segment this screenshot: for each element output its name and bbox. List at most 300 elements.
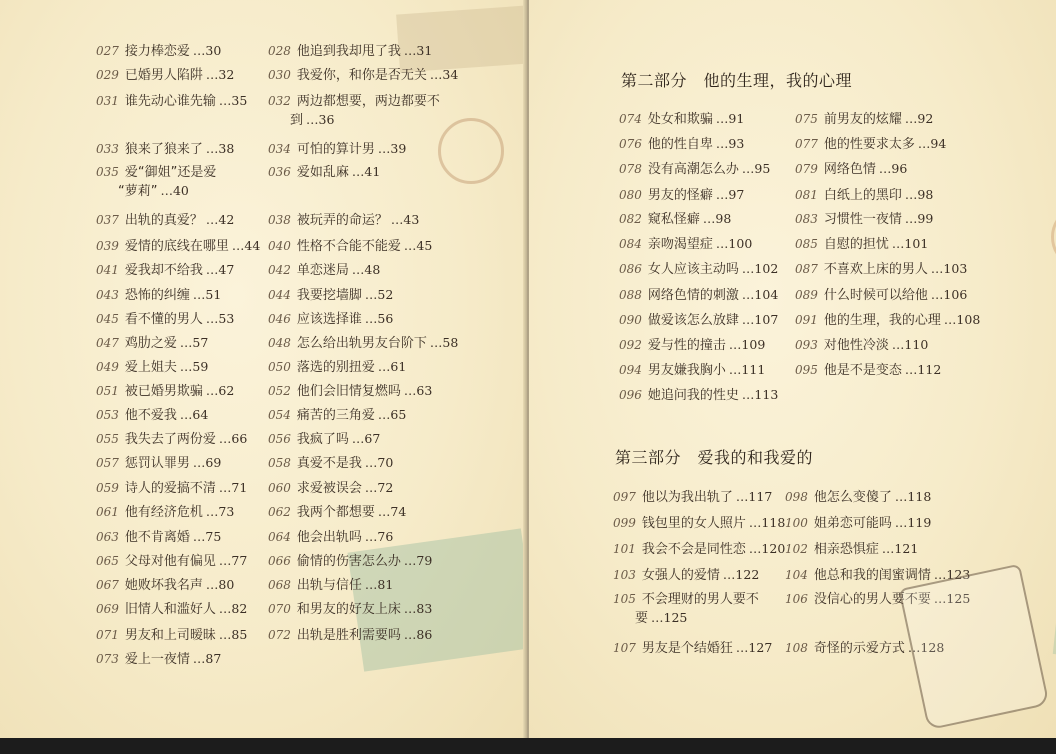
entry-title: 男友嫌我胸小 bbox=[647, 363, 726, 378]
entry-title: 钱包里的女人照片 bbox=[641, 516, 746, 531]
toc-entry bbox=[268, 430, 380, 449]
toc-entry bbox=[613, 514, 785, 533]
toc-entry bbox=[619, 260, 778, 279]
toc-entry bbox=[619, 135, 744, 154]
entry-title: 爱我却不给我 bbox=[124, 263, 203, 278]
toc-entry bbox=[268, 66, 458, 85]
entry-title: 前男友的炫耀 bbox=[823, 112, 902, 127]
entry-page: …64 bbox=[179, 407, 209, 422]
entry-title: 出轨是胜利需要吗 bbox=[296, 628, 401, 643]
entry-title: 旧情人和滥好人 bbox=[124, 602, 216, 617]
entry-number: 049 bbox=[96, 360, 119, 374]
entry-page: …106 bbox=[930, 287, 968, 302]
entry-title: 怎么给出轨男友台阶下 bbox=[296, 336, 427, 351]
entry-page: …118 bbox=[894, 489, 932, 504]
entry-page: …48 bbox=[351, 262, 381, 277]
entry-page: …30 bbox=[192, 43, 222, 58]
entry-title: 谁先动心谁先输 bbox=[124, 94, 216, 109]
entry-number: 093 bbox=[795, 338, 818, 352]
toc-entry bbox=[613, 590, 759, 628]
entry-page: …80 bbox=[205, 577, 235, 592]
toc-entry bbox=[96, 92, 247, 111]
entry-page: …125 bbox=[651, 610, 688, 625]
toc-entry bbox=[619, 336, 765, 355]
entry-title: 什么时候可以给他 bbox=[823, 288, 928, 303]
entry-page: …57 bbox=[179, 335, 209, 350]
entry-page: …73 bbox=[205, 504, 235, 519]
entry-title: 我会不会是同性恋 bbox=[641, 542, 746, 557]
entry-page: …45 bbox=[403, 238, 433, 253]
entry-title: 两边都想要，两边都要不 bbox=[296, 94, 440, 109]
toc-entry bbox=[96, 479, 247, 498]
entry-number: 094 bbox=[619, 363, 642, 377]
entry-page: …98 bbox=[904, 187, 934, 202]
toc-entry bbox=[268, 576, 393, 595]
entry-title: 网络色情的刺激 bbox=[647, 288, 739, 303]
toc-entry bbox=[268, 600, 432, 619]
entry-number: 027 bbox=[96, 44, 119, 58]
entry-page: …51 bbox=[192, 287, 222, 302]
toc-entry bbox=[268, 358, 406, 377]
toc-entry bbox=[613, 540, 785, 559]
entry-title: 相亲恐惧症 bbox=[813, 542, 879, 557]
entry-number: 090 bbox=[619, 313, 642, 327]
toc-entry bbox=[785, 488, 931, 507]
toc-entry bbox=[619, 210, 731, 229]
toc-entry bbox=[795, 235, 928, 254]
entry-number: 085 bbox=[795, 237, 818, 251]
entry-number: 032 bbox=[268, 94, 291, 108]
entry-number: 087 bbox=[795, 262, 818, 276]
entry-number: 078 bbox=[619, 162, 642, 176]
entry-page: …36 bbox=[306, 112, 335, 127]
entry-title: 不会理财的男人要不 bbox=[641, 592, 759, 607]
entry-page: …96 bbox=[878, 161, 908, 176]
toc-entry bbox=[268, 261, 380, 280]
entry-number: 107 bbox=[613, 641, 636, 655]
entry-number: 076 bbox=[619, 137, 642, 151]
toc-entry bbox=[795, 135, 946, 154]
entry-number: 080 bbox=[619, 188, 642, 202]
entry-page: …91 bbox=[715, 111, 745, 126]
entry-title: 真爱不是我 bbox=[296, 456, 362, 471]
entry-number: 046 bbox=[268, 312, 291, 326]
entry-title: 姐弟恋可能吗 bbox=[813, 516, 892, 531]
entry-number: 040 bbox=[268, 239, 291, 253]
entry-title: 鸡肋之爱 bbox=[124, 336, 177, 351]
entry-page: …39 bbox=[377, 141, 407, 156]
entry-page: …104 bbox=[741, 287, 779, 302]
entry-page: …75 bbox=[192, 529, 222, 544]
entry-page: …56 bbox=[364, 311, 394, 326]
entry-title: 求爱被误会 bbox=[296, 481, 362, 496]
entry-title: 没有高潮怎么办 bbox=[647, 162, 739, 177]
entry-title: 他的性要求太多 bbox=[823, 137, 915, 152]
entry-title: 男友和上司暧昧 bbox=[124, 628, 216, 643]
toc-entry bbox=[268, 163, 380, 182]
entry-number: 089 bbox=[795, 288, 818, 302]
toc-entry bbox=[96, 626, 247, 645]
toc-entry bbox=[96, 528, 221, 547]
entry-title: 可怕的算计男 bbox=[296, 142, 375, 157]
entry-number: 086 bbox=[619, 262, 642, 276]
entry-title: 和男友的好友上床 bbox=[296, 602, 401, 617]
entry-number: 052 bbox=[268, 384, 291, 398]
entry-title: 对他性冷淡 bbox=[823, 338, 889, 353]
toc-entry bbox=[268, 382, 432, 401]
entry-title: 他们会旧情复燃吗 bbox=[296, 384, 401, 399]
entry-title: 他不爱我 bbox=[124, 408, 177, 423]
entry-number: 106 bbox=[785, 592, 808, 606]
entry-number: 036 bbox=[268, 165, 291, 179]
toc-entry bbox=[96, 286, 221, 305]
entry-number: 051 bbox=[96, 384, 119, 398]
toc-entry bbox=[268, 286, 393, 305]
entry-number: 039 bbox=[96, 239, 119, 253]
toc-entry bbox=[268, 552, 432, 571]
entry-page: …123 bbox=[933, 567, 971, 582]
entry-number: 059 bbox=[96, 481, 119, 495]
entry-title: 他是不是变态 bbox=[823, 363, 902, 378]
entry-title: 处女和欺骗 bbox=[647, 112, 713, 127]
toc-entry bbox=[619, 311, 778, 330]
entry-number: 062 bbox=[268, 505, 291, 519]
entry-number: 088 bbox=[619, 288, 642, 302]
entry-title: 狼来了狼来了 bbox=[124, 142, 203, 157]
entry-title: 爱“御姐”还是爱 bbox=[124, 165, 217, 180]
entry-title: 没信心的男人要不要 bbox=[813, 592, 931, 607]
entry-title: 我爱你，和你是否无关 bbox=[296, 68, 427, 83]
toc-entry bbox=[619, 160, 770, 179]
toc-entry bbox=[795, 186, 933, 205]
toc-entry bbox=[268, 528, 393, 547]
entry-number: 092 bbox=[619, 338, 642, 352]
entry-page: …125 bbox=[933, 591, 971, 606]
entry-number: 057 bbox=[96, 456, 119, 470]
entry-number: 060 bbox=[268, 481, 291, 495]
entry-page: …118 bbox=[748, 515, 786, 530]
entry-title: 诗人的爱搞不清 bbox=[124, 481, 216, 496]
entry-number: 028 bbox=[268, 44, 291, 58]
entry-page: …110 bbox=[891, 337, 929, 352]
entry-page: …81 bbox=[364, 577, 394, 592]
entry-number: 034 bbox=[268, 142, 291, 156]
entry-number: 104 bbox=[785, 568, 808, 582]
entry-page: …87 bbox=[192, 651, 222, 666]
entry-page: …77 bbox=[218, 553, 248, 568]
entry-page: …66 bbox=[218, 431, 248, 446]
entry-number: 064 bbox=[268, 530, 291, 544]
entry-title: 他总和我的闺蜜调情 bbox=[813, 568, 931, 583]
entry-page: …62 bbox=[205, 383, 235, 398]
entry-title: 出轨的真爱？ bbox=[124, 213, 203, 228]
scan-edge bbox=[0, 738, 1056, 754]
toc-entry bbox=[795, 110, 933, 129]
toc-entry bbox=[795, 286, 967, 305]
entry-page: …113 bbox=[741, 387, 779, 402]
entry-number: 068 bbox=[268, 578, 291, 592]
entry-page: …67 bbox=[351, 431, 381, 446]
entry-title: 偷情的伤害怎么办 bbox=[296, 554, 401, 569]
toc-entry bbox=[795, 260, 967, 279]
entry-page: …58 bbox=[429, 335, 459, 350]
entry-number: 084 bbox=[619, 237, 642, 251]
entry-page: …94 bbox=[917, 136, 947, 151]
entry-page: …31 bbox=[403, 43, 433, 58]
entry-page: …38 bbox=[205, 141, 235, 156]
entry-number: 071 bbox=[96, 628, 119, 642]
entry-number: 041 bbox=[96, 263, 119, 277]
entry-number: 054 bbox=[268, 408, 291, 422]
entry-number: 101 bbox=[613, 542, 636, 556]
entry-number: 108 bbox=[785, 641, 808, 655]
toc-entry bbox=[96, 140, 234, 159]
toc-entry bbox=[96, 261, 234, 280]
toc-entry bbox=[96, 310, 234, 329]
toc-entry bbox=[785, 540, 918, 559]
entry-page: …86 bbox=[403, 627, 433, 642]
entry-number: 075 bbox=[795, 112, 818, 126]
entry-title: 网络色情 bbox=[823, 162, 876, 177]
entry-page: …122 bbox=[722, 567, 760, 582]
entry-title: 落选的别扭爱 bbox=[296, 360, 375, 375]
entry-page: …65 bbox=[377, 407, 407, 422]
entry-page: …41 bbox=[351, 164, 381, 179]
entry-page: …111 bbox=[728, 362, 766, 377]
entry-page: …42 bbox=[205, 212, 235, 227]
entry-page: …112 bbox=[904, 362, 942, 377]
entry-title: 我失去了两份爱 bbox=[124, 432, 216, 447]
entry-title: 爱上一夜情 bbox=[124, 652, 190, 667]
entry-title: 窥私怪癖 bbox=[647, 212, 700, 227]
entry-page: …69 bbox=[192, 455, 222, 470]
entry-number: 029 bbox=[96, 68, 119, 82]
entry-title-continued: “萝莉” bbox=[118, 184, 158, 199]
entry-title: 他怎么变傻了 bbox=[813, 490, 892, 505]
entry-page: …72 bbox=[364, 480, 394, 495]
entry-number: 102 bbox=[785, 542, 808, 556]
toc-entry bbox=[268, 503, 406, 522]
entry-title: 被已婚男欺骗 bbox=[124, 384, 203, 399]
entry-number: 030 bbox=[268, 68, 291, 82]
toc-entry bbox=[795, 361, 941, 380]
entry-title: 习惯性一夜情 bbox=[823, 212, 902, 227]
entry-number: 079 bbox=[795, 162, 818, 176]
entry-number: 033 bbox=[96, 142, 119, 156]
toc-entry bbox=[268, 334, 458, 353]
entry-number: 065 bbox=[96, 554, 119, 568]
toc-entry bbox=[268, 42, 432, 61]
entry-number: 044 bbox=[268, 288, 291, 302]
entry-number: 095 bbox=[795, 363, 818, 377]
entry-number: 067 bbox=[96, 578, 119, 592]
entry-title: 男友是个结婚狂 bbox=[641, 641, 733, 656]
entry-number: 069 bbox=[96, 602, 119, 616]
entry-number: 045 bbox=[96, 312, 119, 326]
entry-title: 我疯了吗 bbox=[296, 432, 349, 447]
entry-title: 性格不合能不能爱 bbox=[296, 239, 401, 254]
entry-title: 他不肯离婚 bbox=[124, 530, 190, 545]
entry-number: 099 bbox=[613, 516, 636, 530]
toc-entry bbox=[96, 211, 234, 230]
entry-page: …53 bbox=[205, 311, 235, 326]
part2-title: 第二部分 他的生理，我的心理 bbox=[621, 71, 853, 90]
toc-entry bbox=[619, 186, 744, 205]
entry-page: …61 bbox=[377, 359, 407, 374]
toc-entry bbox=[619, 235, 752, 254]
entry-title: 我两个都想要 bbox=[296, 505, 375, 520]
entry-title: 亲吻渴望症 bbox=[647, 237, 713, 252]
entry-title: 做爱该怎么放肆 bbox=[647, 313, 739, 328]
entry-number: 053 bbox=[96, 408, 119, 422]
entry-page: …47 bbox=[205, 262, 235, 277]
entry-number: 055 bbox=[96, 432, 119, 446]
toc-entry bbox=[96, 163, 216, 201]
entry-number: 061 bbox=[96, 505, 119, 519]
entry-page: …44 bbox=[231, 238, 261, 253]
entry-number: 038 bbox=[268, 213, 291, 227]
entry-number: 047 bbox=[96, 336, 119, 350]
entry-page: …34 bbox=[429, 67, 459, 82]
toc-entry bbox=[268, 310, 393, 329]
entry-title: 出轨与信任 bbox=[296, 578, 362, 593]
entry-page: …52 bbox=[364, 287, 394, 302]
entry-page: …97 bbox=[715, 187, 745, 202]
entry-number: 105 bbox=[613, 592, 636, 606]
entry-number: 063 bbox=[96, 530, 119, 544]
toc-entry bbox=[795, 336, 928, 355]
toc-entry bbox=[619, 386, 778, 405]
toc-entry bbox=[96, 430, 247, 449]
entry-page: …102 bbox=[741, 261, 779, 276]
entry-number: 048 bbox=[268, 336, 291, 350]
entry-title: 她败坏我名声 bbox=[124, 578, 203, 593]
entry-number: 091 bbox=[795, 313, 818, 327]
entry-title: 爱情的底线在哪里 bbox=[124, 239, 229, 254]
entry-number: 096 bbox=[619, 388, 642, 402]
entry-number: 103 bbox=[613, 568, 636, 582]
entry-page: …108 bbox=[943, 312, 981, 327]
entry-title: 惩罚认罪男 bbox=[124, 456, 190, 471]
entry-page: …117 bbox=[735, 489, 773, 504]
entry-number: 083 bbox=[795, 212, 818, 226]
entry-title: 爱如乱麻 bbox=[296, 165, 349, 180]
entry-page: …93 bbox=[715, 136, 745, 151]
toc-entry bbox=[268, 454, 393, 473]
entry-title-continued: 要 bbox=[635, 611, 649, 626]
entry-number: 100 bbox=[785, 516, 808, 530]
toc-entry bbox=[619, 361, 765, 380]
entry-page: …70 bbox=[364, 455, 394, 470]
entry-number: 073 bbox=[96, 652, 119, 666]
toc-entry bbox=[96, 600, 247, 619]
left-page bbox=[0, 0, 527, 740]
toc-entry bbox=[613, 488, 772, 507]
toc-entry bbox=[613, 566, 759, 585]
toc-entry bbox=[96, 576, 234, 595]
entry-page: …74 bbox=[377, 504, 407, 519]
entry-page: …59 bbox=[179, 359, 209, 374]
toc-entry bbox=[268, 92, 440, 130]
entry-title: 父母对他有偏见 bbox=[124, 554, 216, 569]
toc-entry bbox=[795, 311, 980, 330]
entry-number: 072 bbox=[268, 628, 291, 642]
entry-number: 070 bbox=[268, 602, 291, 616]
toc-entry bbox=[96, 66, 234, 85]
entry-number: 066 bbox=[268, 554, 291, 568]
toc-entry bbox=[613, 639, 772, 658]
entry-page: …98 bbox=[702, 211, 732, 226]
entry-title: 她追问我的性史 bbox=[647, 388, 739, 403]
entry-number: 058 bbox=[268, 456, 291, 470]
entry-page: …83 bbox=[403, 601, 433, 616]
toc-entry bbox=[268, 479, 393, 498]
entry-title: 爱与性的撞击 bbox=[647, 338, 726, 353]
entry-number: 043 bbox=[96, 288, 119, 302]
entry-title: 白纸上的黑印 bbox=[823, 188, 902, 203]
entry-page: …107 bbox=[741, 312, 779, 327]
entry-number: 077 bbox=[795, 137, 818, 151]
toc-entry bbox=[268, 406, 406, 425]
entry-page: …35 bbox=[218, 93, 248, 108]
entry-title: 应该选择谁 bbox=[296, 312, 362, 327]
entry-number: 081 bbox=[795, 188, 818, 202]
entry-page: …128 bbox=[907, 640, 945, 655]
toc-entry bbox=[785, 514, 931, 533]
entry-number: 037 bbox=[96, 213, 119, 227]
entry-page: …99 bbox=[904, 211, 934, 226]
entry-page: …43 bbox=[390, 212, 420, 227]
entry-page: …40 bbox=[160, 183, 189, 198]
entry-title: 看不懂的男人 bbox=[124, 312, 203, 327]
entry-number: 031 bbox=[96, 94, 119, 108]
entry-number: 035 bbox=[96, 165, 119, 179]
entry-page: …92 bbox=[904, 111, 934, 126]
entry-page: …95 bbox=[741, 161, 771, 176]
toc-entry bbox=[619, 286, 778, 305]
circle-decoration bbox=[438, 118, 504, 184]
entry-title: 他以为我出轨了 bbox=[641, 490, 733, 505]
entry-page: …127 bbox=[735, 640, 773, 655]
part3-title: 第三部分 爱我的和我爱的 bbox=[615, 448, 814, 467]
entry-title: 他有经济危机 bbox=[124, 505, 203, 520]
entry-title: 我要挖墙脚 bbox=[296, 288, 362, 303]
toc-entry bbox=[96, 237, 260, 256]
entry-title-continued: 到 bbox=[290, 113, 304, 128]
entry-title: 男友的怪癖 bbox=[647, 188, 713, 203]
entry-number: 097 bbox=[613, 490, 636, 504]
toc-entry bbox=[96, 503, 234, 522]
entry-page: …76 bbox=[364, 529, 394, 544]
toc-entry bbox=[96, 358, 208, 377]
toc-entry bbox=[96, 454, 221, 473]
entry-title: 他会出轨吗 bbox=[296, 530, 362, 545]
entry-number: 056 bbox=[268, 432, 291, 446]
entry-title: 痛苦的三角爱 bbox=[296, 408, 375, 423]
entry-page: …63 bbox=[403, 383, 433, 398]
entry-number: 082 bbox=[619, 212, 642, 226]
entry-title: 他的生理，我的心理 bbox=[823, 313, 941, 328]
entry-page: …100 bbox=[715, 236, 753, 251]
toc-entry bbox=[96, 552, 247, 571]
toc-entry bbox=[619, 110, 744, 129]
entry-number: 042 bbox=[268, 263, 291, 277]
entry-page: …120 bbox=[748, 541, 786, 556]
entry-title: 已婚男人陷阱 bbox=[124, 68, 203, 83]
toc-entry bbox=[268, 626, 432, 645]
toc-entry bbox=[795, 210, 933, 229]
entry-page: …82 bbox=[218, 601, 248, 616]
